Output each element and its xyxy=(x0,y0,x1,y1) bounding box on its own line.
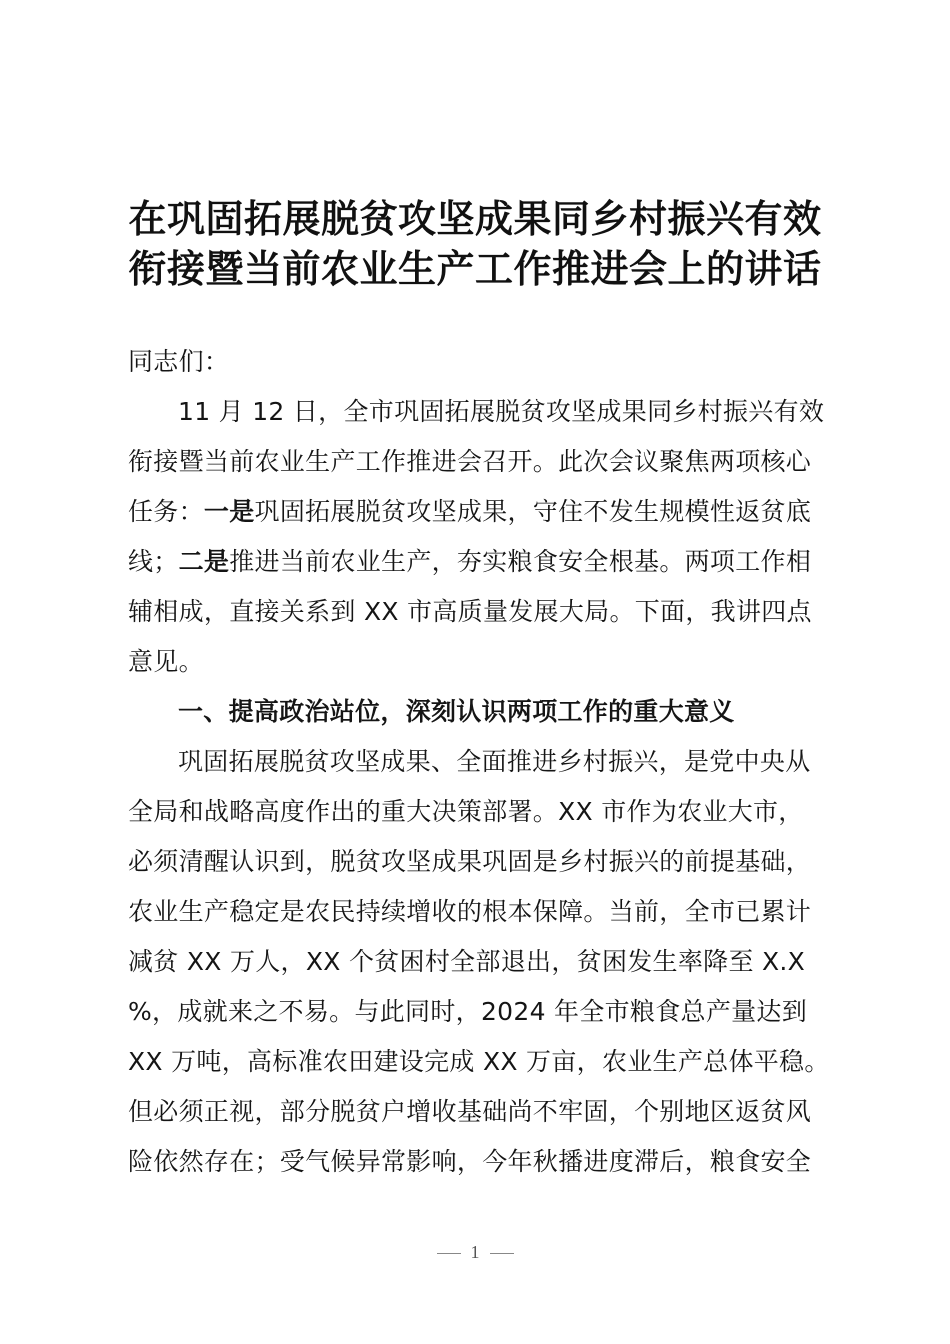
body-line: 巩固拓展脱贫攻坚成果、全面推进乡村振兴，是党中央从 xyxy=(178,747,811,776)
body-line: 衔接暨当前农业生产工作推进会召开。此次会议聚焦两项核心 xyxy=(128,447,812,476)
document-title-line-2: 衔接暨当前农业生产工作推进会上的讲话 xyxy=(128,247,822,291)
body-line: XX 万吨，高标准农田建设完成 XX 万亩，农业生产总体平稳。 xyxy=(128,1047,830,1076)
salutation: 同志们： xyxy=(128,347,230,376)
body-line: 意见。 xyxy=(128,647,204,676)
body-line xyxy=(128,545,828,579)
page-number xyxy=(0,1242,950,1263)
body-line: 险依然存在；受气候异常影响，今年秋播进度滞后，粮食安全 xyxy=(128,1147,812,1176)
body-line xyxy=(128,495,828,529)
body-line: 11 月 12 日，全市巩固拓展脱贫攻坚成果同乡村振兴有效 xyxy=(178,397,825,426)
dash-left xyxy=(437,1253,461,1254)
page-number-value: 1 xyxy=(470,1242,480,1262)
text-span: 任务： xyxy=(128,497,204,526)
emphasis-yi-shi: 一是 xyxy=(203,497,255,526)
body-line: 但必须正视，部分脱贫户增收基础尚不牢固，个别地区返贫风 xyxy=(128,1097,812,1126)
body-line: 必须清醒认识到，脱贫攻坚成果巩固是乡村振兴的前提基础， xyxy=(128,847,812,876)
body-line: 全局和战略高度作出的重大决策部署。XX 市作为农业大市， xyxy=(128,797,804,826)
body-line: 农业生产稳定是农民持续增收的根本保障。当前，全市已累计 xyxy=(128,897,812,926)
dash-right xyxy=(490,1253,514,1254)
body-line: %，成就来之不易。与此同时，2024 年全市粮食总产量达到 xyxy=(128,997,808,1026)
text-span: 推进当前农业生产，夯实粮食安全根基。两项工作相 xyxy=(229,547,812,576)
document-title-line-1: 在巩固拓展脱贫攻坚成果同乡村振兴有效 xyxy=(128,197,822,241)
section-heading: 一、提高政治站位，深刻认识两项工作的重大意义 xyxy=(178,697,735,726)
body-line: 辅相成，直接关系到 XX 市高质量发展大局。下面，我讲四点 xyxy=(128,597,812,626)
body-line: 减贫 XX 万人，XX 个贫困村全部退出，贫困发生率降至 X.X xyxy=(128,947,806,976)
emphasis-er-shi: 二是 xyxy=(178,547,230,576)
text-span: 巩固拓展脱贫攻坚成果，守住不发生规模性返贫底 xyxy=(254,497,812,526)
text-span: 线； xyxy=(128,547,179,576)
